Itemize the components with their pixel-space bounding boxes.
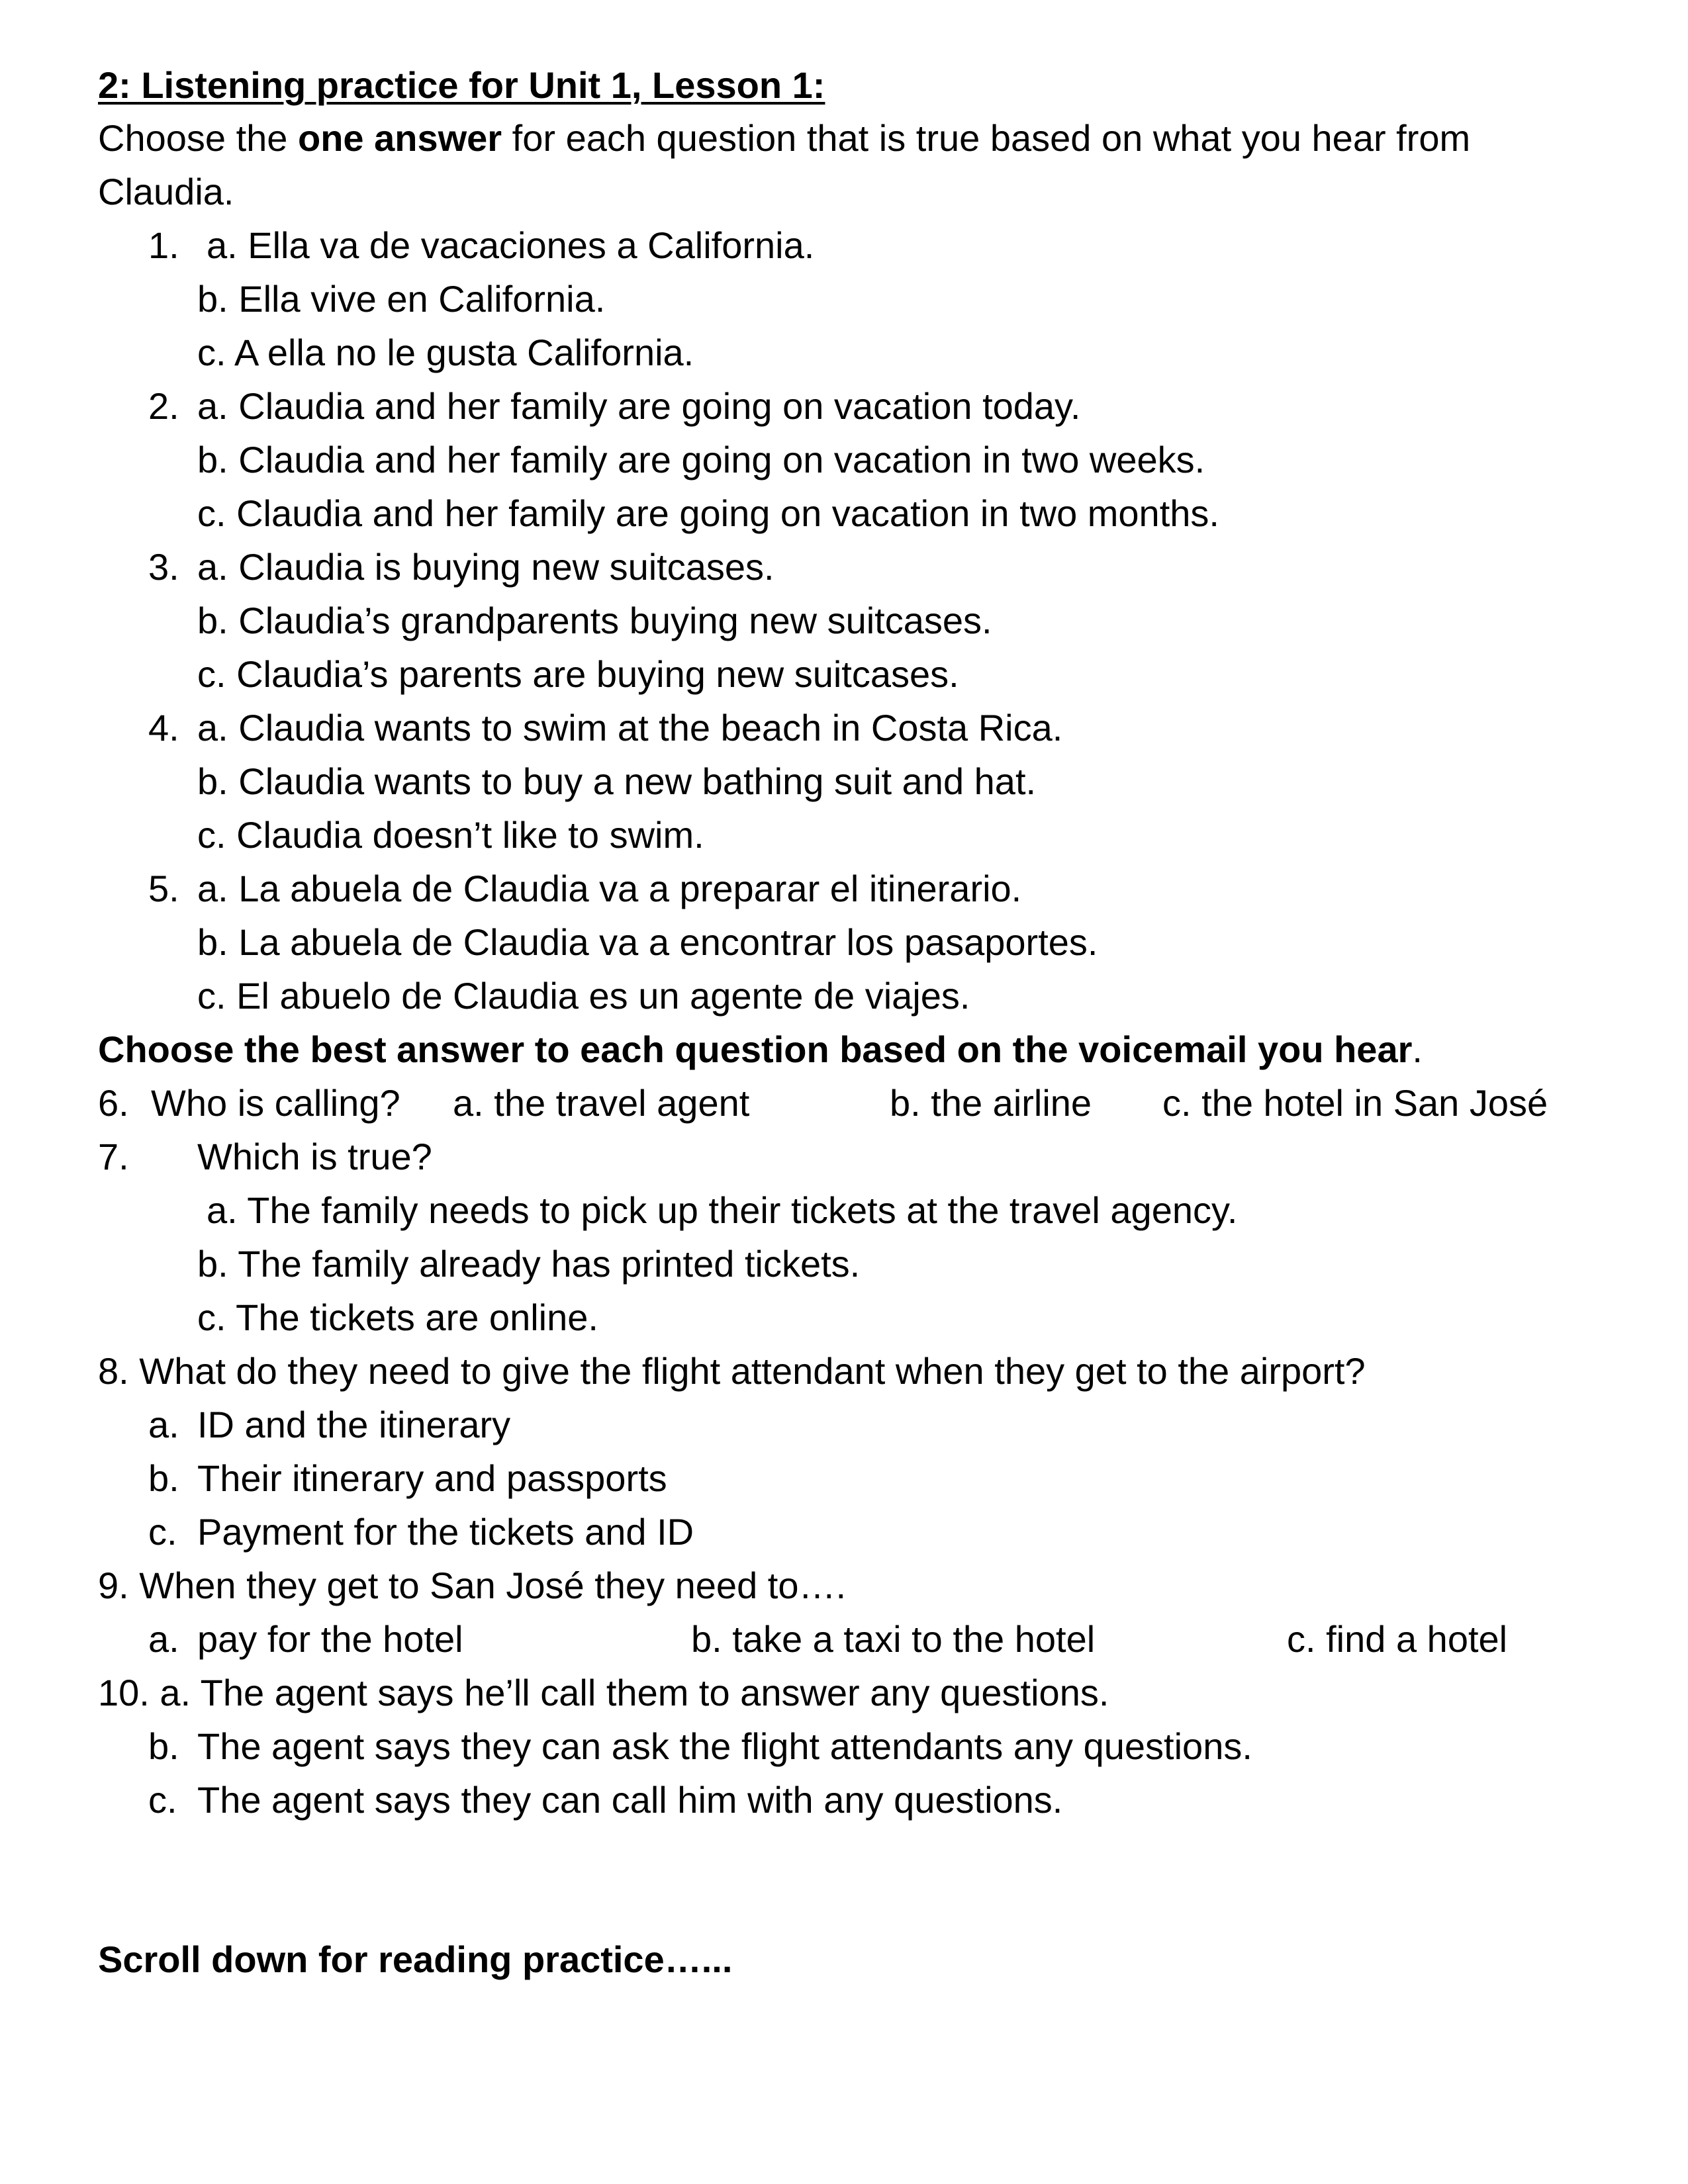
q6-option-a: a. the travel agent: [453, 1082, 750, 1124]
q3-option-b: b. Claudia’s grandparents buying new suitcases.: [197, 600, 992, 641]
instructions-suffix: for each question that is true based on what you hear from: [502, 117, 1471, 159]
q1-option-b: b. Ella vive en California.: [197, 278, 606, 320]
q10-option-c: The agent says they can call him with any questions.: [197, 1779, 1063, 1821]
q3-option-a: a. Claudia is buying new suitcases.: [197, 546, 774, 588]
q6-option-b: b. the airline: [890, 1082, 1092, 1124]
instructions-continuation: Claudia.: [98, 171, 234, 212]
q1-number: 1.: [148, 224, 179, 266]
q7-question: Which is true?: [197, 1136, 432, 1177]
q1-option-c: c. A ella no le gusta California.: [197, 332, 694, 373]
q8-letter-a: a.: [148, 1404, 179, 1445]
q5-number: 5.: [148, 868, 179, 909]
q4-number: 4.: [148, 707, 179, 749]
q7-option-c: c. The tickets are online.: [197, 1297, 598, 1338]
voicemail-instructions-period: .: [1412, 1028, 1423, 1070]
q7-option-b: b. The family already has printed tickets.: [197, 1243, 861, 1285]
q2-option-c: c. Claudia and her family are going on vacation in two months.: [197, 492, 1219, 534]
instructions-part1: [98, 116, 1470, 160]
q8-option-c: Payment for the tickets and ID: [197, 1511, 694, 1553]
q4-option-c: c. Claudia doesn’t like to swim.: [197, 814, 704, 856]
q10-letter-b: b.: [148, 1725, 179, 1767]
q9-letter-a: a.: [148, 1618, 179, 1660]
q4-option-a: a. Claudia wants to swim at the beach in Costa Rica.: [197, 707, 1063, 749]
q6-option-c: c. the hotel in San José: [1162, 1082, 1548, 1124]
q7-number: 7.: [98, 1136, 129, 1177]
q3-number: 3.: [148, 546, 179, 588]
q2-number: 2.: [148, 385, 179, 427]
q7-option-a: a. The family needs to pick up their tickets at the travel agency.: [207, 1189, 1238, 1231]
q6-question: Who is calling?: [151, 1082, 400, 1124]
q5-option-b: b. La abuela de Claudia va a encontrar los pasaportes.: [197, 921, 1098, 963]
voicemail-instructions-text: Choose the best answer to each question based on the voicemail you hear: [98, 1028, 1413, 1070]
q9-option-a: pay for the hotel: [197, 1618, 463, 1660]
q1-option-a: a. Ella va de vacaciones a California.: [207, 224, 815, 266]
instructions-prefix: Choose the: [98, 117, 298, 159]
reading-practice-note: Scroll down for reading practice…...: [98, 1938, 733, 1980]
q10-first-line: 10. a. The agent says he’ll call them to answer any questions.: [98, 1672, 1109, 1713]
q10-option-b: The agent says they can ask the flight attendants any questions.: [197, 1725, 1252, 1767]
q10-letter-c: c.: [148, 1779, 177, 1821]
instructions-emphasis: one answer: [297, 117, 502, 159]
q9-option-b: b. take a taxi to the hotel: [691, 1618, 1096, 1660]
q8-option-b: Their itinerary and passports: [197, 1457, 667, 1499]
q9-question: 9. When they get to San José they need to….: [98, 1565, 847, 1606]
q6-number: 6.: [98, 1082, 129, 1124]
q4-option-b: b. Claudia wants to buy a new bathing suit and hat.: [197, 760, 1037, 802]
voicemail-instructions: [98, 1028, 1423, 1071]
q5-option-a: a. La abuela de Claudia va a preparar el itinerario.: [197, 868, 1022, 909]
q8-question: 8. What do they need to give the flight attendant when they get to the airport?: [98, 1350, 1366, 1392]
q8-letter-c: c.: [148, 1511, 177, 1553]
q9-option-c: c. find a hotel: [1287, 1618, 1508, 1660]
page-heading: 2: Listening practice for Unit 1, Lesson 1:: [98, 64, 825, 106]
q2-option-b: b. Claudia and her family are going on vacation in two weeks.: [197, 439, 1205, 480]
q8-option-a: ID and the itinerary: [197, 1404, 511, 1445]
q5-option-c: c. El abuelo de Claudia es un agente de viajes.: [197, 975, 970, 1017]
q2-option-a: a. Claudia and her family are going on vacation today.: [197, 385, 1081, 427]
q8-letter-b: b.: [148, 1457, 179, 1499]
q3-option-c: c. Claudia’s parents are buying new suitcases.: [197, 653, 959, 695]
